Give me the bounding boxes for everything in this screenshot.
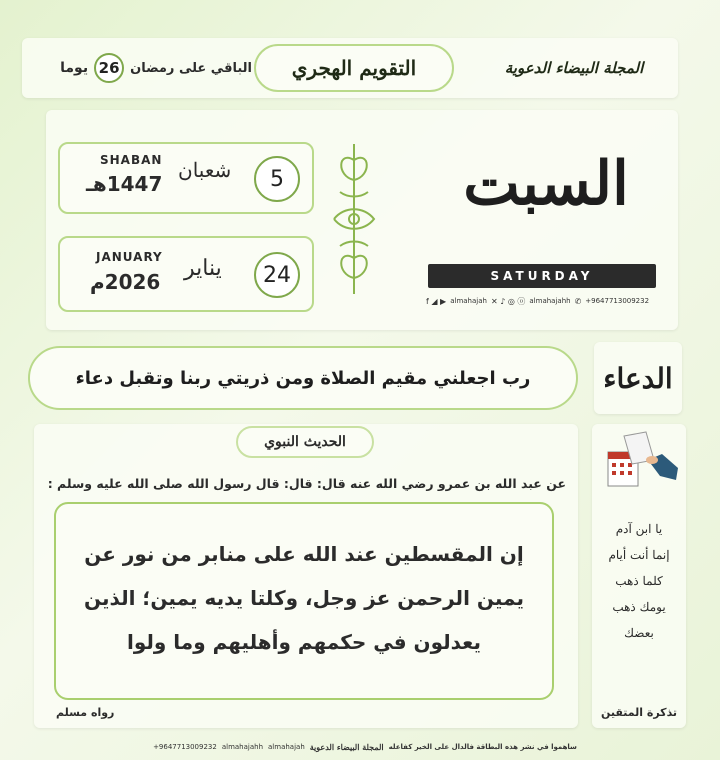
hijri-date-card <box>58 142 314 214</box>
reminder-lines <box>596 516 682 646</box>
reminder-line: يا ابن آدم <box>615 522 663 536</box>
hadith-line: يمين الرحمن عز وجل، وكلتا يديه يمين؛ الذين <box>84 586 524 610</box>
footer-org: المجلة البيضاء الدعوية <box>309 742 384 752</box>
hadith-text-box <box>54 502 554 700</box>
ramadan-countdown <box>32 52 252 84</box>
calendar-title: التقويم الهجري <box>291 56 417 80</box>
gregorian-year: 2026م <box>90 270 161 294</box>
dua-label: الدعاء <box>603 361 673 395</box>
footer-handle-2: almahajahh <box>221 743 264 751</box>
social-handle-2: almahajahh <box>529 297 571 305</box>
hijri-month-en: SHABAN <box>100 153 163 167</box>
footer-phone: +9647713009232 <box>153 743 217 751</box>
footer-handle-1: almahajah <box>268 743 305 751</box>
hadith-line: يعدلون في حكمهم وأهليهم وما ولوا <box>127 630 481 654</box>
hijri-month-ar: شعبان <box>178 158 232 182</box>
weekday-en: SATURDAY <box>490 269 594 283</box>
social-handle-1: almahajah <box>450 297 487 305</box>
gregorian-month-en: JANUARY <box>96 250 163 264</box>
dua-text: رب اجعلني مقيم الصلاة ومن ذريتي ربنا وتقبل دعاء <box>75 367 531 389</box>
hadith-source: رواه مسلم <box>56 706 115 719</box>
countdown-suffix: يوما <box>60 60 89 76</box>
weekday-ar: السبت <box>463 149 629 219</box>
hadith-label-badge <box>236 426 374 458</box>
reminder-line: بعضك <box>624 626 654 640</box>
hadith-line: إن المقسطين عند الله على منابر من نور عن <box>84 542 524 566</box>
footer-text: ساهموا في نشر هذه البطاقة فالدال على الخير كفاعله <box>388 743 577 751</box>
weekday-en-bar <box>428 264 656 288</box>
dua-text-box <box>28 346 578 410</box>
gregorian-date-card <box>58 236 314 312</box>
reminder-line: يومك ذهب <box>612 600 666 614</box>
social-phone: +9647713009232 <box>585 297 650 305</box>
hadith-label: الحديث النبوي <box>264 434 346 450</box>
date-section <box>46 110 678 330</box>
hijri-year: 1447هـ <box>86 172 163 196</box>
reminder-line: إنما أنت أيام <box>608 548 670 562</box>
reminder-line: كلما ذهب <box>615 574 663 588</box>
social-icons: f ◢ ▶ <box>426 296 447 306</box>
dua-label-card <box>594 342 682 414</box>
social-row <box>426 294 662 308</box>
countdown-days: 26 <box>94 53 124 83</box>
gregorian-day: 24 <box>254 252 300 298</box>
header-bar <box>22 38 678 98</box>
ornament-divider-icon <box>330 140 378 298</box>
reminder-card <box>592 424 686 728</box>
whatsapp-icon: ✆ <box>574 296 582 306</box>
org-logo <box>478 48 670 88</box>
reminder-caption: تذكرة المتقين <box>600 706 678 719</box>
calendar-title-badge <box>254 44 454 92</box>
social-icons-2: ✕ ♪ ◎ ⓞ <box>490 296 526 306</box>
gregorian-month-ar: يناير <box>184 256 222 281</box>
footer-bar <box>130 740 600 754</box>
hijri-day: 5 <box>254 156 300 202</box>
countdown-prefix: الباقي على رمضان <box>130 60 252 76</box>
hadith-intro: عن عبد الله بن عمرو رضي الله عنه قال: قال: قال رسول الله صلى الله عليه وسلم : <box>47 476 566 491</box>
org-logo-text: المجلة البيضاء الدعوية <box>504 59 644 77</box>
hadith-card <box>34 424 578 728</box>
calendar-hand-icon <box>600 430 680 494</box>
